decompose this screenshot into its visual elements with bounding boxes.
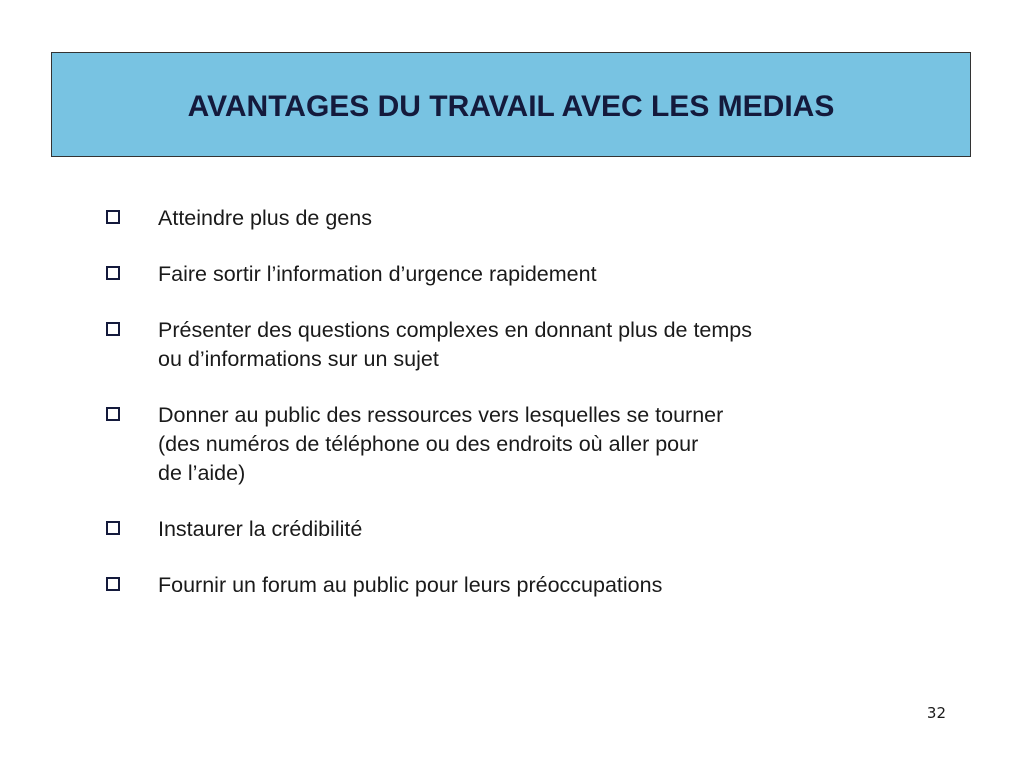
bullet-text: Présenter des questions complexes en donnant plus de temps <box>158 318 753 342</box>
title-banner <box>51 52 971 157</box>
bullet-text: Atteindre plus de gens <box>158 206 372 230</box>
hollow-square-icon <box>106 407 120 421</box>
list-item <box>104 515 904 544</box>
hollow-square-icon <box>106 322 120 336</box>
bullet-text: Faire sortir l’information d’urgence rapidement <box>158 262 597 286</box>
bullet-text: de l’aide) <box>158 461 246 485</box>
hollow-square-icon <box>106 266 120 280</box>
slide-title: AVANTAGES DU TRAVAIL AVEC LES MEDIAS <box>187 89 835 123</box>
bullet-text: Fournir un forum au public pour leurs préoccupations <box>158 573 663 597</box>
page-number: 32 <box>926 704 946 722</box>
hollow-square-icon <box>106 210 120 224</box>
list-item <box>104 571 904 600</box>
list-item <box>104 204 904 233</box>
bullet-text: (des numéros de téléphone ou des endroits où aller pour <box>158 432 699 456</box>
bullet-text: Donner au public des ressources vers lesquelles se tourner <box>158 403 724 427</box>
hollow-square-icon <box>106 521 120 535</box>
bullet-text: ou d’informations sur un sujet <box>158 347 439 371</box>
list-item <box>104 401 904 488</box>
list-item <box>104 260 904 289</box>
bullet-list <box>104 204 904 627</box>
hollow-square-icon <box>106 577 120 591</box>
list-item <box>104 316 904 374</box>
bullet-text: Instaurer la crédibilité <box>158 517 363 541</box>
